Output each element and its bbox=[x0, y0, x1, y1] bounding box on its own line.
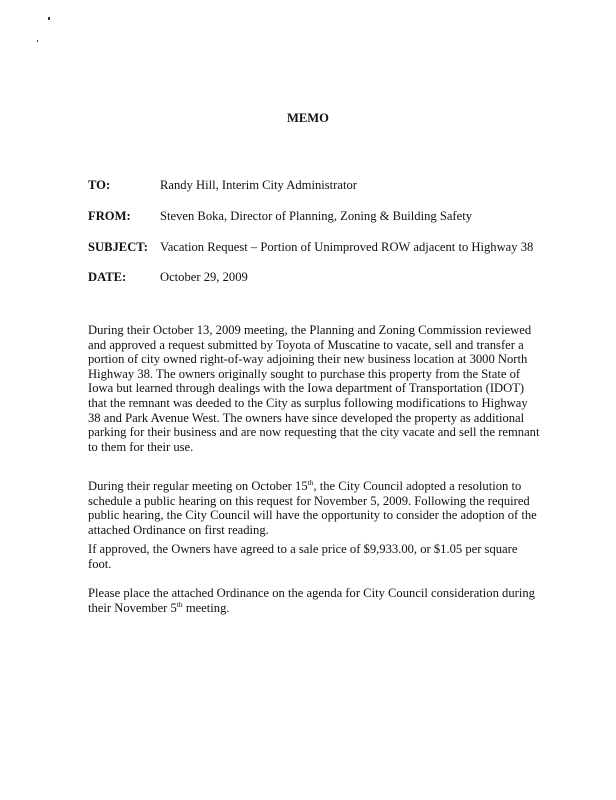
text-line: parking for their business and are now requesting that the city vacate and sell the remnant bbox=[88, 425, 540, 440]
text-line: public hearing, the City Council will have the opportunity to consider the adoption of the bbox=[88, 508, 537, 523]
text-line: schedule a public hearing on this request for November 5, 2009. Following the required bbox=[88, 493, 530, 508]
text-line: and approved a request submitted by Toyota of Muscatine to vacate, sell and transfer a bbox=[88, 337, 524, 352]
text: , the City Council adopted a resolution to bbox=[313, 479, 522, 493]
from-label: FROM: bbox=[88, 209, 131, 223]
text-line: that the remnant was deeded to the City as surplus following modifications to Highway bbox=[88, 395, 528, 410]
text-line: foot. bbox=[88, 556, 112, 571]
text: meeting. bbox=[182, 600, 230, 615]
subject-value: Vacation Request – Portion of Unimproved ROW adjacent to Highway 38 bbox=[160, 240, 534, 254]
text-line: Iowa but learned through dealings with the Iowa department of Transportation (IDOT) bbox=[88, 381, 525, 396]
text-line: to them for their use. bbox=[88, 439, 194, 454]
text: During their regular meeting on October 15 bbox=[88, 479, 308, 493]
text-line: portion of city owned right-of-way adjoining their new business location at 3000 North bbox=[88, 352, 528, 367]
text-line bbox=[88, 479, 548, 494]
to-value: Randy Hill, Interim City Administrator bbox=[160, 178, 357, 192]
date-label: DATE: bbox=[88, 270, 127, 284]
text-line bbox=[88, 601, 548, 616]
paragraph-4 bbox=[88, 586, 548, 615]
paragraph-1 bbox=[88, 323, 548, 454]
scan-speck bbox=[37, 40, 38, 42]
text-line: During their October 13, 2009 meeting, the Planning and Zoning Commission reviewed bbox=[88, 323, 532, 337]
date-value: October 29, 2009 bbox=[160, 270, 248, 284]
to-label: TO: bbox=[88, 178, 111, 192]
subject-label: SUBJECT: bbox=[88, 240, 148, 254]
text: their November 5 bbox=[88, 600, 177, 615]
text-line: If approved, the Owners have agreed to a sale price of $9,933.00, or $1.05 per square bbox=[88, 542, 518, 556]
text-line: Highway 38. The owners originally sought to purchase this property from the State of bbox=[88, 366, 521, 381]
text-line: attached Ordinance on first reading. bbox=[88, 522, 269, 537]
text-line: Please place the attached Ordinance on the agenda for City Council consideration during bbox=[88, 586, 535, 600]
from-value: Steven Boka, Director of Planning, Zoning & Building Safety bbox=[160, 209, 473, 223]
text-line: 38 and Park Avenue West. The owners have since developed the property as additional bbox=[88, 410, 525, 425]
paragraph-3 bbox=[88, 542, 548, 571]
memo-title: MEMO bbox=[287, 111, 329, 125]
paragraph-2 bbox=[88, 479, 548, 537]
scan-speck bbox=[48, 17, 50, 20]
superscript: th bbox=[307, 477, 314, 487]
superscript: th bbox=[176, 599, 183, 609]
